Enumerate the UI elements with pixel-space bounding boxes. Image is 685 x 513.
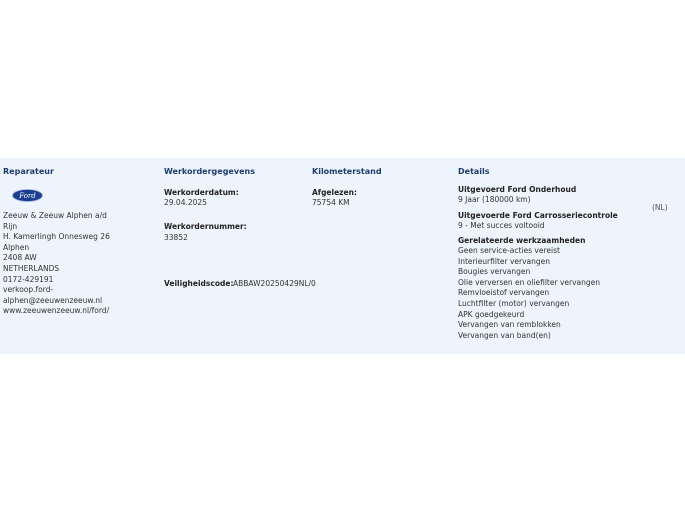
ford-logo-icon — [12, 189, 43, 202]
workorder-date-value: 29.04.2025 — [164, 198, 207, 207]
related-work-item: Vervangen van remblokken — [458, 320, 561, 330]
mileage-heading: Kilometerstand — [312, 167, 382, 176]
website-link[interactable]: www.zeeuwenzeeuw.nl/ford/ — [3, 306, 110, 316]
address-line: 2408 AW — [3, 253, 37, 263]
workorder-date-label: Werkorderdatum: — [164, 188, 239, 197]
related-work-item: Vervangen van band(en) — [458, 330, 551, 340]
related-work-item: Luchtfilter (motor) vervangen — [458, 298, 570, 308]
related-work-item: Olie verversen en oliefilter vervangen — [458, 277, 601, 287]
address-line: H. Kamerlingh Onnesweg 26 — [3, 232, 110, 242]
security-code-label: Veiligheidscode: — [164, 279, 234, 288]
repairer-address — [3, 211, 110, 317]
details-heading: Details — [458, 167, 490, 176]
related-work-item: Geen service-acties vereist — [458, 246, 560, 255]
svg-text:Ford: Ford — [19, 192, 36, 200]
security-code-value: ABBAW20250429NL/0 — [233, 279, 316, 288]
related-work-list — [458, 246, 600, 341]
service-label: Uitgevoerd Ford Onderhoud — [458, 185, 577, 194]
related-work-item: Interieurfilter vervangen — [458, 256, 551, 266]
address-line: NETHERLANDS — [3, 263, 60, 273]
country-code: (NL) — [652, 203, 668, 212]
related-work-item: Bougies vervangen — [458, 267, 531, 277]
phone-number: 0172-429191 — [3, 274, 54, 284]
related-work-item: APK goedgekeurd — [458, 309, 525, 319]
repairer-heading: Reparateur — [3, 167, 54, 176]
workorder-number-label: Werkordernummer: — [164, 222, 247, 231]
email-link-part[interactable]: alphen@zeeuwenzeeuw.nl — [3, 295, 103, 305]
related-work-item: Remvloeistof vervangen — [458, 288, 550, 298]
email-link-part[interactable]: verkoop.ford- — [3, 285, 54, 295]
related-work-label: Gerelateerde werkzaamheden — [458, 236, 586, 245]
address-line: Alphen — [3, 242, 30, 252]
mileage-read-label: Afgelezen: — [312, 188, 357, 197]
body-check-label: Uitgevoerde Ford Carrosseriecontrole — [458, 211, 618, 220]
service-value: 9 Jaar (180000 km) — [458, 195, 531, 204]
body-check-value: 9 - Met succes voltooid — [458, 221, 545, 230]
address-line: Zeeuw & Zeeuw Alphen a/d — [3, 211, 107, 220]
workorder-heading: Werkordergegevens — [164, 167, 255, 176]
address-line: Rijn — [3, 221, 18, 231]
mileage-read-value: 75754 KM — [312, 198, 350, 207]
service-record-panel — [0, 158, 685, 354]
workorder-number-value: 33852 — [164, 233, 188, 242]
